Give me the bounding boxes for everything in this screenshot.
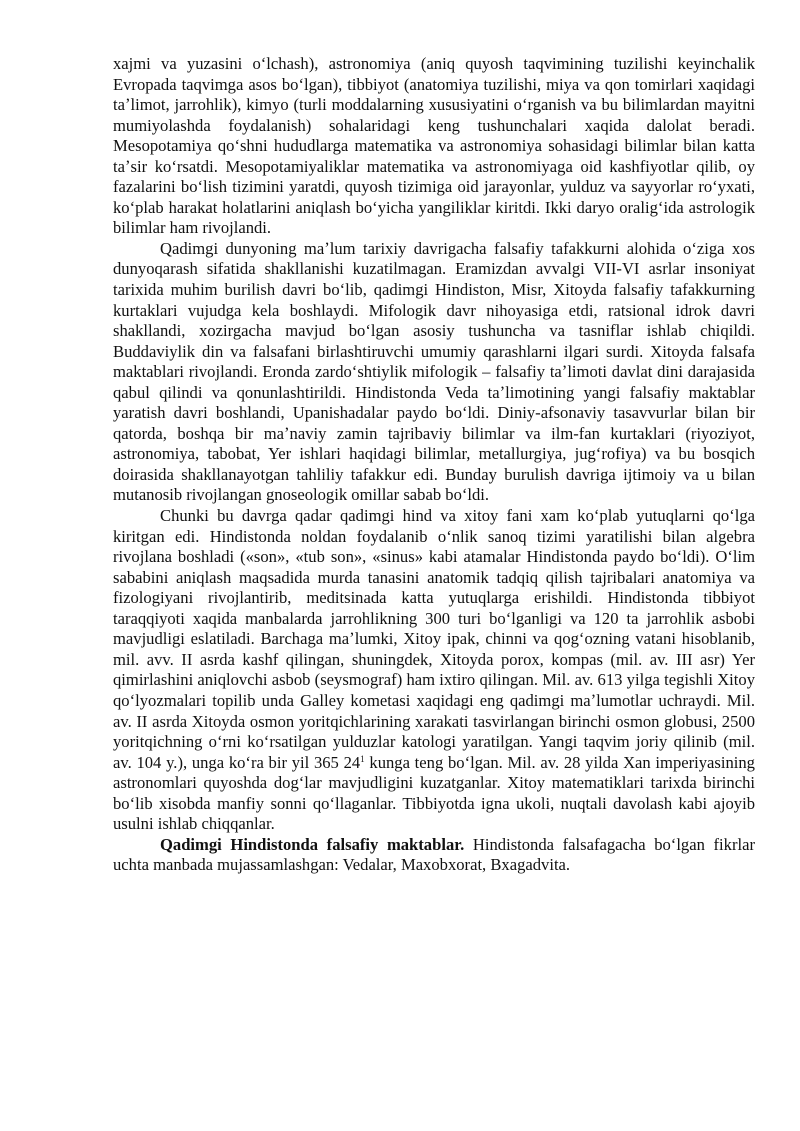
paragraph-2 (113, 239, 755, 506)
section-heading: Qadimgi Hindistonda falsafiy maktablar. (160, 834, 465, 854)
paragraph-3-text-after: kunga teng boʻlgan. Mil. av. 28 yilda Xan imperiyasining astronomlari quyoshda dogʻlar mavjudligini kuzatganlar. Xitoy matematiklari tarixda birinchi boʻlib xisobda manfiy sonni qoʻllaganlar. Tibbiyotda igna ukoli, nuqtali davolash kabi ajoyib usulni ishlab chiqqanlar. (113, 752, 755, 834)
footnote-marker: 1 (360, 753, 365, 764)
paragraph-3 (113, 506, 755, 835)
paragraph-4 (113, 835, 755, 876)
paragraph-3-text-before: Chunki bu davrga qadar qadimgi hind va xitoy fani xam koʻplab yutuqlarni qoʻlga kiritgan edi. Hindistonda noldan foydalanib oʻnlik sanoq tizimi yaratilishi bilan algebra rivojlana boshladi («son», «tub son», «sinus» kabi atamalar Hindistonda paydo boʻldi). Oʻlim sababini aniqlash maqsadida murda tanasini anatomik tadqiq qilish tajribalari anatomiya va fizologiyani rivojlantirib, meditsinada katta yutuqlarga erishildi. Hindistonda tibbiyot taraqqiyoti xaqida manbalarda jarrohlikning 300 turi boʻlganligi va 120 ta jarrohlik asbobi mavjudligi eslatiladi. Barchaga maʼlumki, Xitoy ipak, chinni va qogʻozning vatani hisoblanib, mil. avv. II asrda kashf qilingan, shuningdek, Xitoyda porox, kompas (mil. av. III asr) Yer qimirlashini aniqlovchi asbob (seysmograf) ham ixtiro qilingan. Mil. av. 613 yilga tegishli Xitoy qoʻlyozmalari topilib unda Galley kometasi xaqidagi eng qadimgi maʼlumotlar uchraydi. Mil. av. II asrda Xitoyda osmon yoritqichlarining xarakati tasvirlangan birinchi osmon globusi, 2500 yoritqichning oʻrni koʻrsatilgan yulduzlar katologi yaratilgan. Yangi taqvim joriy qilinib (mil. av. 104 y.), unga koʻra bir yil 365 24 (113, 506, 755, 772)
paragraph-1 (113, 54, 755, 239)
document-body (113, 54, 755, 876)
paragraph-2-text: Qadimgi dunyoning maʼlum tarixiy davrigacha falsafiy tafakkurni alohida oʻziga xos dunyoqarash sifatida shakllanishi kuzatilmagan. Eramizdan avvalgi VII-VI asrlar insoniyat tarixida muhim burilish davri boʻlib, qadimgi Hindiston, Misr, Xitoyda falsafiy tafakkurning kurtaklari vujudga kela boshlaydi. Mifologik davr nihoyasiga etdi, ratsional idrok davri shakllandi, xozirgacha mavjud boʻlgan asosiy tushuncha va tasniflar ishlab chiqildi. Buddaviylik din va falsafani birlashtiruvchi umumiy qarashlarni ilgari surdi. Xitoyda falsafa maktablari rivojlandi. Eronda zardoʻshtiylik mifologik – falsafiy taʼlimoti davlat dini darajasida qabul qilindi va qonunlashtirildi. Hindistonda Veda taʼlimotining yangi falsafiy maktablar yaratish davri boshlandi, Upanishadalar paydo boʻldi. Diniy-afsonaviy tasavvurlar bilan bir qatorda, boshqa bir maʼnaviy zamin tajribaviy bilimlar va ilm-fan kurtaklari (riyoziyot, astronomiya, tabobat, Yer ishlari haqidagi bilimlar, metallurgiya, jugʻrofiya) va bu bosqich doirasida shakllanayotgan tahliliy tafakkur edi. Bunday burulish davriga ijtimoiy va u bilan mutanosib rivojlangan gnoseologik omillar sabab boʻldi. (113, 238, 755, 505)
paragraph-4-text: Hindistonda falsafagacha boʻlgan fikrlar uchta manbada mujassamlashgan: Vedalar, Maxobxorat, Bxagadvita. (113, 834, 755, 875)
paragraph-1-text: xajmi va yuzasini oʻlchash), astronomiya (aniq quyosh taqvimining tuzilishi keyinchalik Evropada taqvimga asos boʻlgan), tibbiyot (anatomiya tuzilishi, miya va qon tomirlari xaqidagi taʼlimot, jarrohlik), kimyo (turli moddalarning xususiyatini oʻrganish va bu bilimlardan mayitni mumiyolashda foydalanish) sohalaridagi keng tushunchalari xaqida dalolat beradi. Mesopotamiya qoʻshni hududlarga matematika va astronomiya sohasidagi bilimlar bilan katta taʼsir koʻrsatdi. Mesopotamiyaliklar matematika va astronomiyaga oid kashfiyotlar qilib, oy fazalarini boʻlish tizimini yaratdi, quyosh tizimiga oid jarayonlar, yulduz va sayyorlar roʻyxati, koʻplab harakat holatlarini aniqlash boʻyicha yangiliklar kiritdi. Ikki daryo oraligʻida astrologik bilimlar ham rivojlandi. (113, 54, 755, 238)
